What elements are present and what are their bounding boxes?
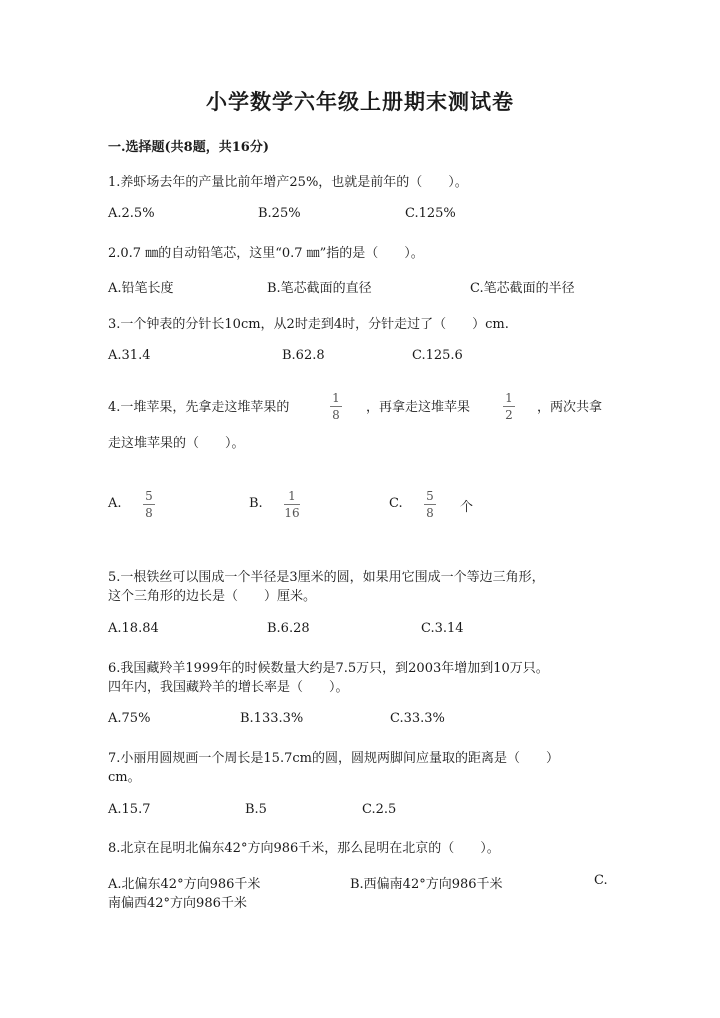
fraction-numerator: 1	[505, 391, 513, 405]
question-4-option-a-label: A.	[108, 496, 122, 511]
question-4-text-part3: ，两次共拿	[537, 400, 603, 415]
fraction-denominator: 2	[505, 408, 513, 422]
option-c-fraction	[424, 490, 436, 519]
question-8-text: 8.北京在昆明北偏东42°方向986千米，那么昆明在北京的（ ）。	[108, 841, 500, 856]
question-1-option-b: B.25%	[258, 206, 301, 221]
fraction-denominator: 8	[145, 506, 153, 520]
question-8-option-c-label: C.	[594, 873, 608, 888]
question-2-text: 2.0.7 ㎜的自动铅笔芯，这里“0.7 ㎜”指的是（ ）。	[108, 246, 424, 261]
question-1-option-c: C.125%	[405, 206, 456, 221]
section-heading: 一.选择题(共8题，共16分)	[108, 140, 269, 155]
question-4-text-part2: ，再拿走这堆苹果	[366, 400, 471, 415]
question-5-text-line1: 5.一根铁丝可以围成一个半径是3厘米的圆，如果用它围成一个等边三角形，	[108, 570, 545, 585]
fraction-numerator: 5	[145, 489, 153, 503]
question-8-option-b: B.西偏南42°方向986千米	[350, 877, 503, 892]
question-4-option-c-unit: 个	[460, 500, 474, 515]
fraction-numerator: 1	[288, 489, 296, 503]
question-7-text-line1: 7.小丽用圆规画一个周长是15.7cm的圆，圆规两脚间应量取的距离是（ ）	[108, 751, 559, 766]
question-4-option-c-label: C.	[389, 496, 403, 511]
question-6-option-a: A.75%	[108, 711, 151, 726]
question-6-text-line2: 四年内，我国藏羚羊的增长率是（ ）。	[108, 680, 349, 695]
fraction-denominator: 16	[284, 506, 300, 520]
fraction-numerator: 5	[426, 489, 434, 503]
question-7-option-c: C.2.5	[362, 802, 397, 817]
fraction-denominator: 8	[332, 408, 340, 422]
option-a-fraction	[143, 490, 155, 519]
question-5-text-line2: 这个三角形的边长是（ ）厘米。	[108, 589, 317, 604]
question-7-option-b: B.5	[245, 802, 267, 817]
question-2-option-a: A.铅笔长度	[108, 281, 174, 296]
question-5-option-a: A.18.84	[108, 621, 159, 636]
question-3-option-b: B.62.8	[282, 348, 325, 363]
question-7-text-line2: cm。	[108, 770, 141, 785]
option-b-fraction	[284, 490, 300, 519]
question-6-text-line1: 6.我国藏羚羊1999年的时候数量大约是7.5万只，到2003年增加到10万只。	[108, 661, 549, 676]
question-2-option-c: C.笔芯截面的半径	[470, 281, 575, 296]
question-5-option-b: B.6.28	[267, 621, 310, 636]
question-4-option-b-label: B.	[249, 496, 263, 511]
question-5-option-c: C.3.14	[421, 621, 464, 636]
question-1-text: 1.养虾场去年的产量比前年增产25%，也就是前年的（ ）。	[108, 175, 468, 190]
fraction-one-half	[503, 392, 515, 421]
page-title: 小学数学六年级上册期末测试卷	[206, 89, 514, 114]
question-7-option-a: A.15.7	[108, 802, 151, 817]
question-1-option-a: A.2.5%	[108, 206, 155, 221]
question-2-option-b: B.笔芯截面的直径	[267, 281, 372, 296]
question-6-option-c: C.33.3%	[390, 711, 445, 726]
fraction-denominator: 8	[426, 506, 434, 520]
question-3-option-a: A.31.4	[108, 348, 151, 363]
fraction-one-eighth	[330, 392, 342, 421]
question-3-option-c: C.125.6	[412, 348, 463, 363]
question-6-option-b: B.133.3%	[240, 711, 304, 726]
fraction-numerator: 1	[332, 391, 340, 405]
question-4-text-line2: 走这堆苹果的（ ）。	[108, 436, 245, 451]
question-4-text-part1: 4.一堆苹果，先拿走这堆苹果的	[108, 400, 290, 415]
question-3-text: 3.一个钟表的分针长10cm，从2时走到4时，分针走过了（ ）cm.	[108, 317, 509, 332]
question-8-option-c-text: 南偏西42°方向986千米	[108, 896, 247, 911]
question-8-option-a: A.北偏东42°方向986千米	[108, 877, 261, 892]
